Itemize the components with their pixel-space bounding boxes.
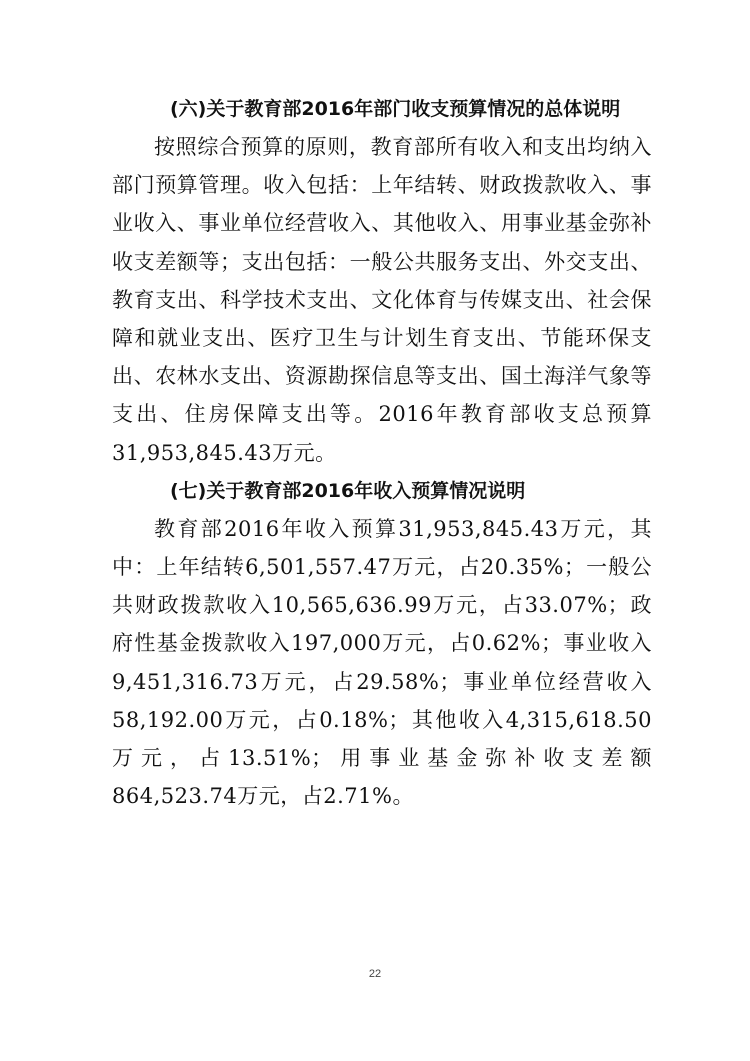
section-paragraph-income-budget: 教育部2016年收入预算31,953,845.43万元，其中：上年结转6,501,557.47万元，占20.35%；一般公共财政拨款收入10,565,636.99万元，占33.07%；政府性基金拨款收入197,000万元，占0.62%；事业收入9,451,316.73万元，占29.58%；事业单位经营收入58,192.00万元，占0.18%；其他收入4,315,618.50万元，占13.51%；用事业基金弥补收支差额864,523.74万元，占2.71%。 xyxy=(112,516,652,809)
section-heading-budget-overview: (六)关于教育部2016年部门收支预算情况的总体说明 xyxy=(170,98,621,120)
section-paragraph-budget-overview: 按照综合预算的原则，教育部所有收入和支出均纳入部门预算管理。收入包括：上年结转、财政拨款收入、事业收入、事业单位经营收入、其他收入、用事业基金弥补收支差额等；支出包括：一般公共服务支出、外交支出、教育支出、科学技术支出、文化体育与传媒支出、社会保障和就业支出、医疗卫生与计划生育支出、节能环保支出、农林水支出、资源勘探信息等支出、国土海洋气象等支出、住房保障支出等。2016年教育部收支总预算31,953,845.43万元。 xyxy=(112,135,652,465)
section-heading-income-budget: (七)关于教育部2016年收入预算情况说明 xyxy=(170,479,526,502)
document-page xyxy=(112,90,652,815)
page-number: 22 xyxy=(368,968,382,980)
